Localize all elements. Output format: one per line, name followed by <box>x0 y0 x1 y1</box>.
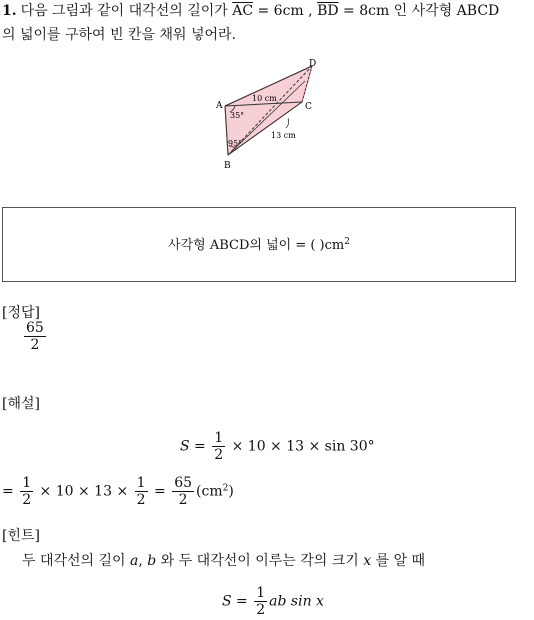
eq2-f2-n: 1 <box>136 475 146 491</box>
eq2-unit: (cm <box>196 483 223 500</box>
answer-numerator: 65 <box>26 320 44 336</box>
hint-text-b: 와 두 대각선이 이루는 각의 크기 <box>156 553 364 569</box>
vertex-b-label: B <box>224 161 231 171</box>
eq1-frac-n: 1 <box>214 430 224 446</box>
question-line-2: 의 넓이를 구하여 빈 칸을 채워 넣어라. <box>2 27 237 43</box>
length-bd-label: 13 cm <box>271 131 296 140</box>
hint-text-c: 를 알 때 <box>371 553 426 569</box>
eq1-frac-d: 2 <box>214 447 224 464</box>
hint-sep: , <box>138 553 148 569</box>
hint-formula <box>222 585 324 618</box>
hint-formula-lhs: S = <box>222 593 253 610</box>
answer-box <box>2 207 516 282</box>
question-text-b: = 6cm , <box>253 3 318 19</box>
eq2-close: ) <box>228 483 234 500</box>
eq2-f3-d: 2 <box>178 492 188 509</box>
hint-formula-d: 2 <box>256 602 266 619</box>
hint-text <box>22 550 425 570</box>
question-text-c: = 8cm 인 사각형 ABCD <box>338 3 500 19</box>
answer-denominator: 2 <box>30 337 40 354</box>
angle-1-label: 35° <box>230 111 245 120</box>
explanation-equation-2 <box>2 475 234 508</box>
question-number: 1. <box>2 3 17 19</box>
eq1-rest: × 10 × 13 × sin 30° <box>227 438 375 455</box>
segment-bd: $\overline{BD}$ <box>317 3 339 19</box>
explanation-equation-1 <box>180 430 375 463</box>
angle-2-label: 95° <box>228 139 243 148</box>
eq2-f1-d: 2 <box>22 492 32 509</box>
vertex-d-label: D <box>309 59 317 69</box>
eq2-f1-n: 1 <box>22 475 32 491</box>
eq2-eq: = <box>149 483 171 500</box>
length-tick <box>286 118 289 128</box>
eq2-f3-n: 65 <box>174 475 193 491</box>
eq2-start: = <box>2 483 19 500</box>
explanation-label: [해설] <box>2 396 40 412</box>
answer-box-text <box>3 234 515 253</box>
hint-var-a: a <box>130 553 139 569</box>
vertex-c-label: C <box>305 102 312 112</box>
length-ac-label: 10 cm <box>252 94 277 103</box>
vertex-a-label: A <box>216 101 223 111</box>
eq2-mid: × 10 × 13 × <box>35 483 133 500</box>
eq1-lhs: S = <box>180 438 211 455</box>
hint-var-x: x <box>363 553 372 569</box>
answer-box-prefix: 사각형 ABCD의 넓이 = ( )cm <box>168 238 345 253</box>
quadrilateral-figure <box>210 56 330 176</box>
answer-box-exp: 2 <box>344 237 350 247</box>
answer-label: [정답] <box>2 305 40 321</box>
question-text-a: 다음 그림과 같이 대각선의 길이가 <box>20 3 233 19</box>
hint-text-a: 두 대각선의 길이 <box>22 553 131 569</box>
question-line-1 <box>2 0 499 22</box>
hint-label: [힌트] <box>2 528 40 544</box>
eq2-f2-d: 2 <box>136 492 146 509</box>
hint-formula-n: 1 <box>256 585 266 601</box>
segment-ac: $\overline{AC}$ <box>232 3 254 19</box>
answer-fraction <box>22 320 48 353</box>
eq2-unit-exp: 2 <box>222 483 229 494</box>
hint-formula-rest: ab sin x <box>269 593 324 610</box>
hint-var-b: b <box>147 553 157 569</box>
